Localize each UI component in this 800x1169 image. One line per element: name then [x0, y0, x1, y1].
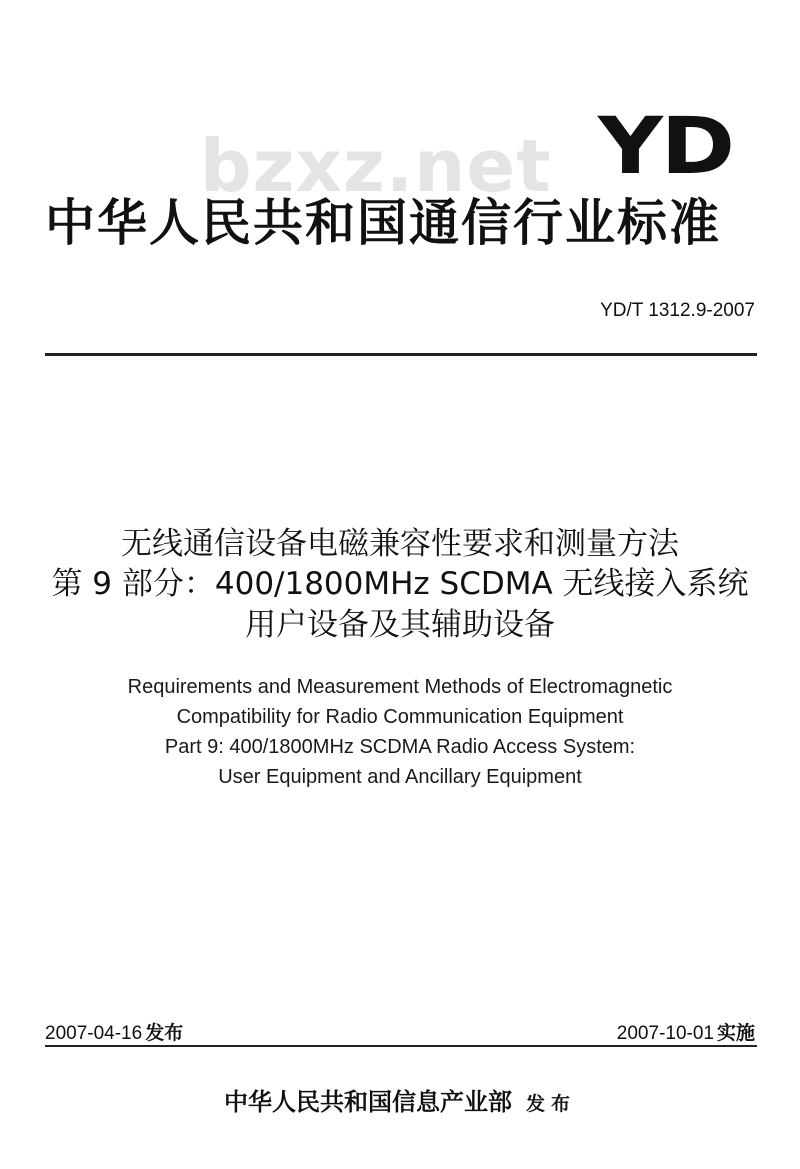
- publisher-suffix: 发布: [525, 1093, 576, 1115]
- chinese-title-line-3: 用户设备及其辅助设备: [245, 606, 555, 643]
- chinese-title-line-1: 无线通信设备电磁兼容性要求和测量方法: [121, 526, 679, 562]
- industry-standard-title: 中华人民共和国通信行业标准: [45, 194, 721, 252]
- english-title-line-4: User Equipment and Ancillary Equipment: [218, 766, 582, 788]
- implementation-date: [617, 1018, 755, 1045]
- issue-date: [45, 1018, 183, 1045]
- english-title: [0, 672, 800, 792]
- watermark: bzxz.net: [200, 124, 552, 208]
- issue-date-value: 2007-04-16: [45, 1023, 143, 1044]
- yd-logo: YD: [598, 102, 733, 192]
- publisher: [0, 1082, 800, 1117]
- standard-number: YD/T 1312.9-2007: [600, 300, 755, 321]
- english-title-line-1: Requirements and Measurement Methods of Electromagnetic: [127, 676, 673, 698]
- publisher-name: 中华人民共和国信息产业部: [223, 1087, 512, 1116]
- top-divider: [45, 353, 757, 356]
- chinese-title: [0, 524, 800, 645]
- issue-label: 发布: [145, 1022, 184, 1044]
- implementation-date-value: 2007-10-01: [616, 1023, 714, 1044]
- implementation-label: 实施: [716, 1022, 755, 1044]
- chinese-title-line-2: 第 9 部分：400/1800MHz SCDMA 无线接入系统: [51, 566, 749, 603]
- bottom-divider: [45, 1045, 757, 1047]
- english-title-line-3: Part 9: 400/1800MHz SCDMA Radio Access System:: [164, 736, 636, 758]
- english-title-line-2: Compatibility for Radio Communication Equipment: [176, 706, 624, 728]
